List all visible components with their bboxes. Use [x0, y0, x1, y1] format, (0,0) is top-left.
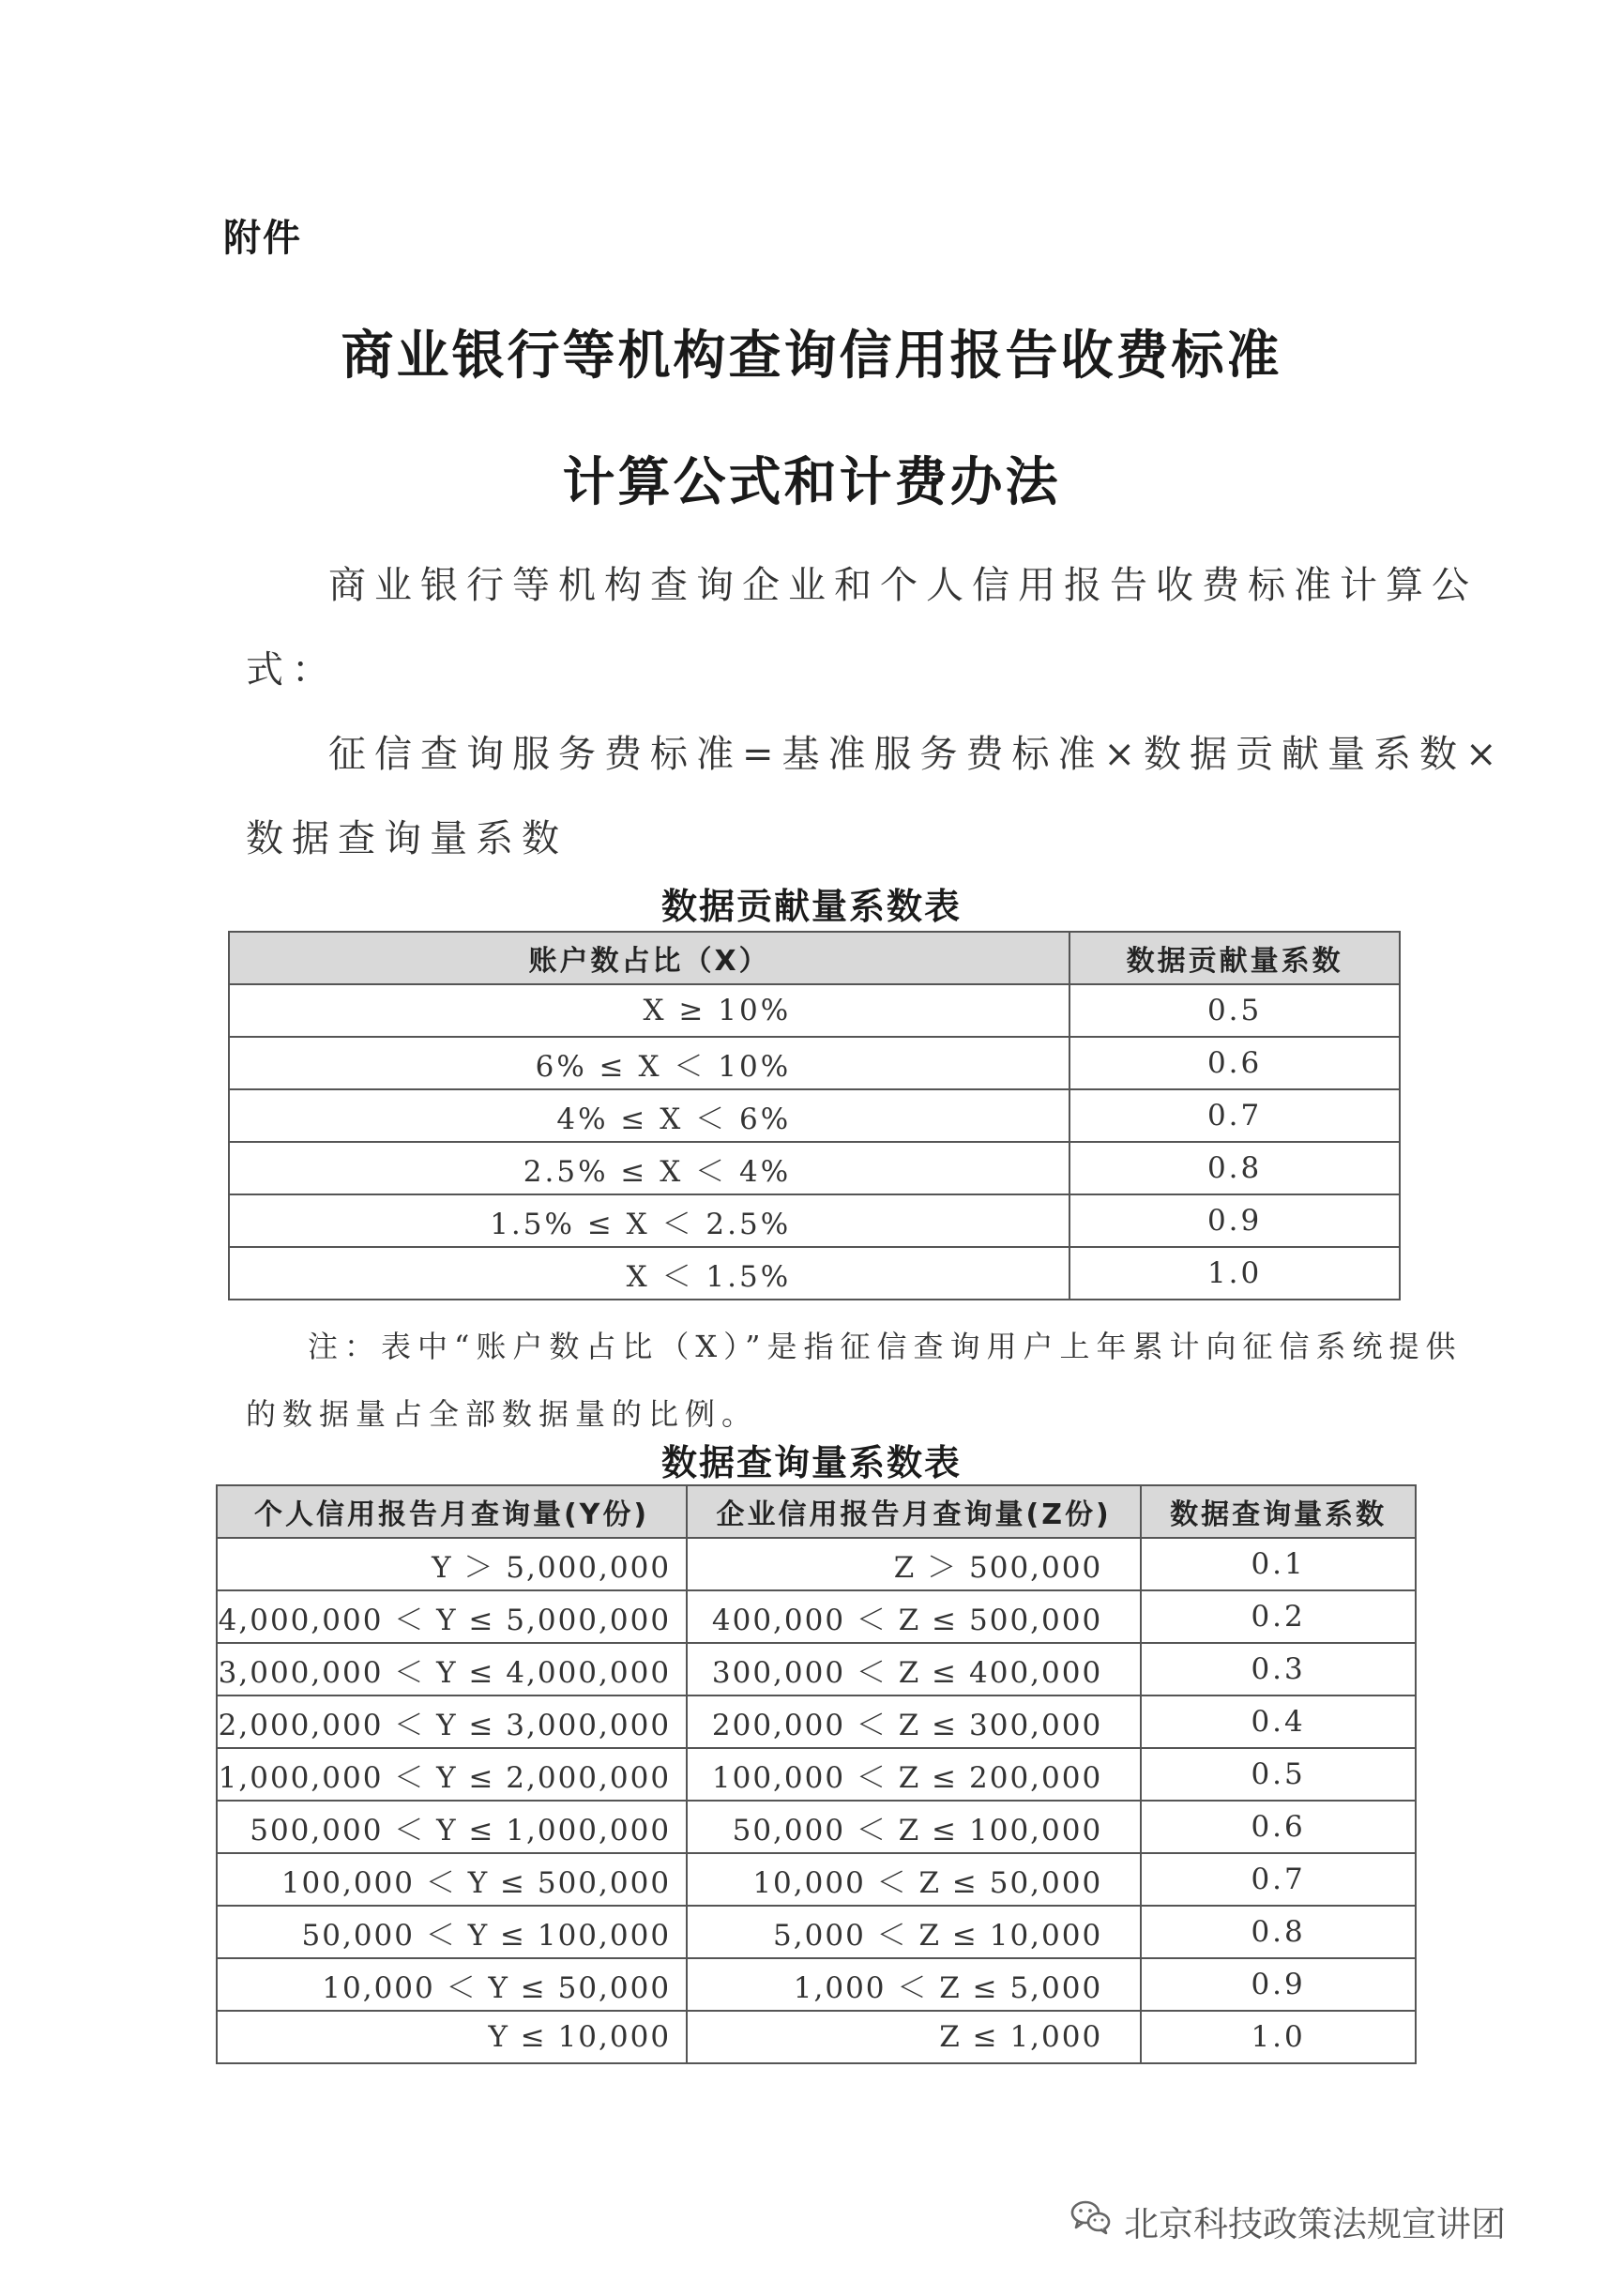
- personal-range: 2,000,000 ＜ Y ≤ 3,000,000: [217, 1695, 687, 1748]
- table-row: [229, 1089, 1400, 1142]
- document-title-line-2: 计算公式和计费办法: [562, 452, 1061, 513]
- enterprise-range: 1,000 ＜ Z ≤ 5,000: [687, 1958, 1141, 2011]
- formula-line-1: 征信查询服务费标准=基准服务费标准×数据贡献量系数×: [328, 733, 1506, 776]
- personal-range: 100,000 ＜ Y ≤ 500,000: [217, 1853, 687, 1906]
- table-row: [217, 1538, 1416, 1590]
- personal-range: Y ≤ 10,000: [217, 2011, 687, 2063]
- ratio-range: X ≥ 10%: [229, 984, 1069, 1037]
- personal-range: Y ＞ 5,000,000: [217, 1538, 687, 1590]
- personal-range: 500,000 ＜ Y ≤ 1,000,000: [217, 1801, 687, 1853]
- personal-range: 10,000 ＜ Y ≤ 50,000: [217, 1958, 687, 2011]
- coefficient-value: 0.7: [1141, 1853, 1416, 1906]
- coefficient-value: 0.4: [1141, 1695, 1416, 1748]
- wechat-icon: [1069, 2198, 1113, 2244]
- table-header-row: [229, 932, 1400, 984]
- coefficient-value: 0.9: [1141, 1958, 1416, 2011]
- table-row: [217, 1853, 1416, 1906]
- enterprise-range: 100,000 ＜ Z ≤ 200,000: [687, 1748, 1141, 1801]
- coefficient-value: 0.9: [1069, 1194, 1400, 1247]
- attachment-label: 附件: [223, 217, 302, 260]
- table-row: [217, 1643, 1416, 1695]
- header-enterprise-query: 企业信用报告月查询量(Z份): [687, 1485, 1141, 1538]
- table-note-line-1: 注：表中“账户数占比（X）”是指征信查询用户上年累计向征信系统提供: [308, 1329, 1463, 1364]
- coefficient-value: 0.8: [1141, 1906, 1416, 1958]
- ratio-range: 6% ≤ X ＜ 10%: [229, 1037, 1069, 1089]
- watermark: [1069, 2196, 1506, 2246]
- formula-intro-line-2: 式：: [246, 648, 338, 692]
- header-account-ratio: 账户数占比（X）: [229, 932, 1069, 984]
- enterprise-range: Z ＞ 500,000: [687, 1538, 1141, 1590]
- table-row: [229, 1194, 1400, 1247]
- header-query-coef: 数据查询量系数: [1141, 1485, 1416, 1538]
- table-row: [229, 1247, 1400, 1300]
- watermark-text: 北京科技政策法规宣讲团: [1124, 2204, 1506, 2244]
- coefficient-value: 0.5: [1069, 984, 1400, 1037]
- coefficient-value: 0.2: [1141, 1590, 1416, 1643]
- coefficient-value: 0.6: [1141, 1801, 1416, 1853]
- table-header-row: [217, 1485, 1416, 1538]
- table-row: [229, 984, 1400, 1037]
- personal-range: 3,000,000 ＜ Y ≤ 4,000,000: [217, 1643, 687, 1695]
- enterprise-range: 50,000 ＜ Z ≤ 100,000: [687, 1801, 1141, 1853]
- formula-intro-line-1: 商业银行等机构查询企业和个人信用报告收费标准计算公: [328, 564, 1478, 607]
- contribution-coefficient-table: [228, 931, 1401, 1300]
- enterprise-range: 5,000 ＜ Z ≤ 10,000: [687, 1906, 1141, 1958]
- table-row: [217, 2011, 1416, 2063]
- query-volume-table-title: 数据查询量系数表: [660, 1442, 962, 1483]
- contribution-table-title: 数据贡献量系数表: [660, 886, 962, 927]
- enterprise-range: Z ≤ 1,000: [687, 2011, 1141, 2063]
- query-volume-coefficient-table: [216, 1484, 1417, 2064]
- coefficient-value: 0.6: [1069, 1037, 1400, 1089]
- coefficient-value: 1.0: [1069, 1247, 1400, 1300]
- coefficient-value: 0.5: [1141, 1748, 1416, 1801]
- ratio-range: 1.5% ≤ X ＜ 2.5%: [229, 1194, 1069, 1247]
- table-row: [217, 1958, 1416, 2011]
- formula-line-2: 数据查询量系数: [246, 817, 568, 860]
- table-row: [217, 1748, 1416, 1801]
- personal-range: 50,000 ＜ Y ≤ 100,000: [217, 1906, 687, 1958]
- table-row: [217, 1906, 1416, 1958]
- personal-range: 4,000,000 ＜ Y ≤ 5,000,000: [217, 1590, 687, 1643]
- table-row: [229, 1142, 1400, 1194]
- coefficient-value: 1.0: [1141, 2011, 1416, 2063]
- ratio-range: X ＜ 1.5%: [229, 1247, 1069, 1300]
- table-row: [217, 1695, 1416, 1748]
- personal-range: 1,000,000 ＜ Y ≤ 2,000,000: [217, 1748, 687, 1801]
- table-row: [229, 1037, 1400, 1089]
- coefficient-value: 0.3: [1141, 1643, 1416, 1695]
- coefficient-value: 0.8: [1069, 1142, 1400, 1194]
- coefficient-value: 0.1: [1141, 1538, 1416, 1590]
- enterprise-range: 10,000 ＜ Z ≤ 50,000: [687, 1853, 1141, 1906]
- table-note-line-2: 的数据量占全部数据量的比例。: [246, 1396, 759, 1432]
- table-row: [217, 1801, 1416, 1853]
- coefficient-value: 0.7: [1069, 1089, 1400, 1142]
- enterprise-range: 300,000 ＜ Z ≤ 400,000: [687, 1643, 1141, 1695]
- header-personal-query: 个人信用报告月查询量(Y份): [217, 1485, 687, 1538]
- ratio-range: 2.5% ≤ X ＜ 4%: [229, 1142, 1069, 1194]
- ratio-range: 4% ≤ X ＜ 6%: [229, 1089, 1069, 1142]
- enterprise-range: 200,000 ＜ Z ≤ 300,000: [687, 1695, 1141, 1748]
- table-row: [217, 1590, 1416, 1643]
- document-title-line-1: 商业银行等机构查询信用报告收费标准: [341, 326, 1282, 387]
- header-contribution-coef: 数据贡献量系数: [1069, 932, 1400, 984]
- enterprise-range: 400,000 ＜ Z ≤ 500,000: [687, 1590, 1141, 1643]
